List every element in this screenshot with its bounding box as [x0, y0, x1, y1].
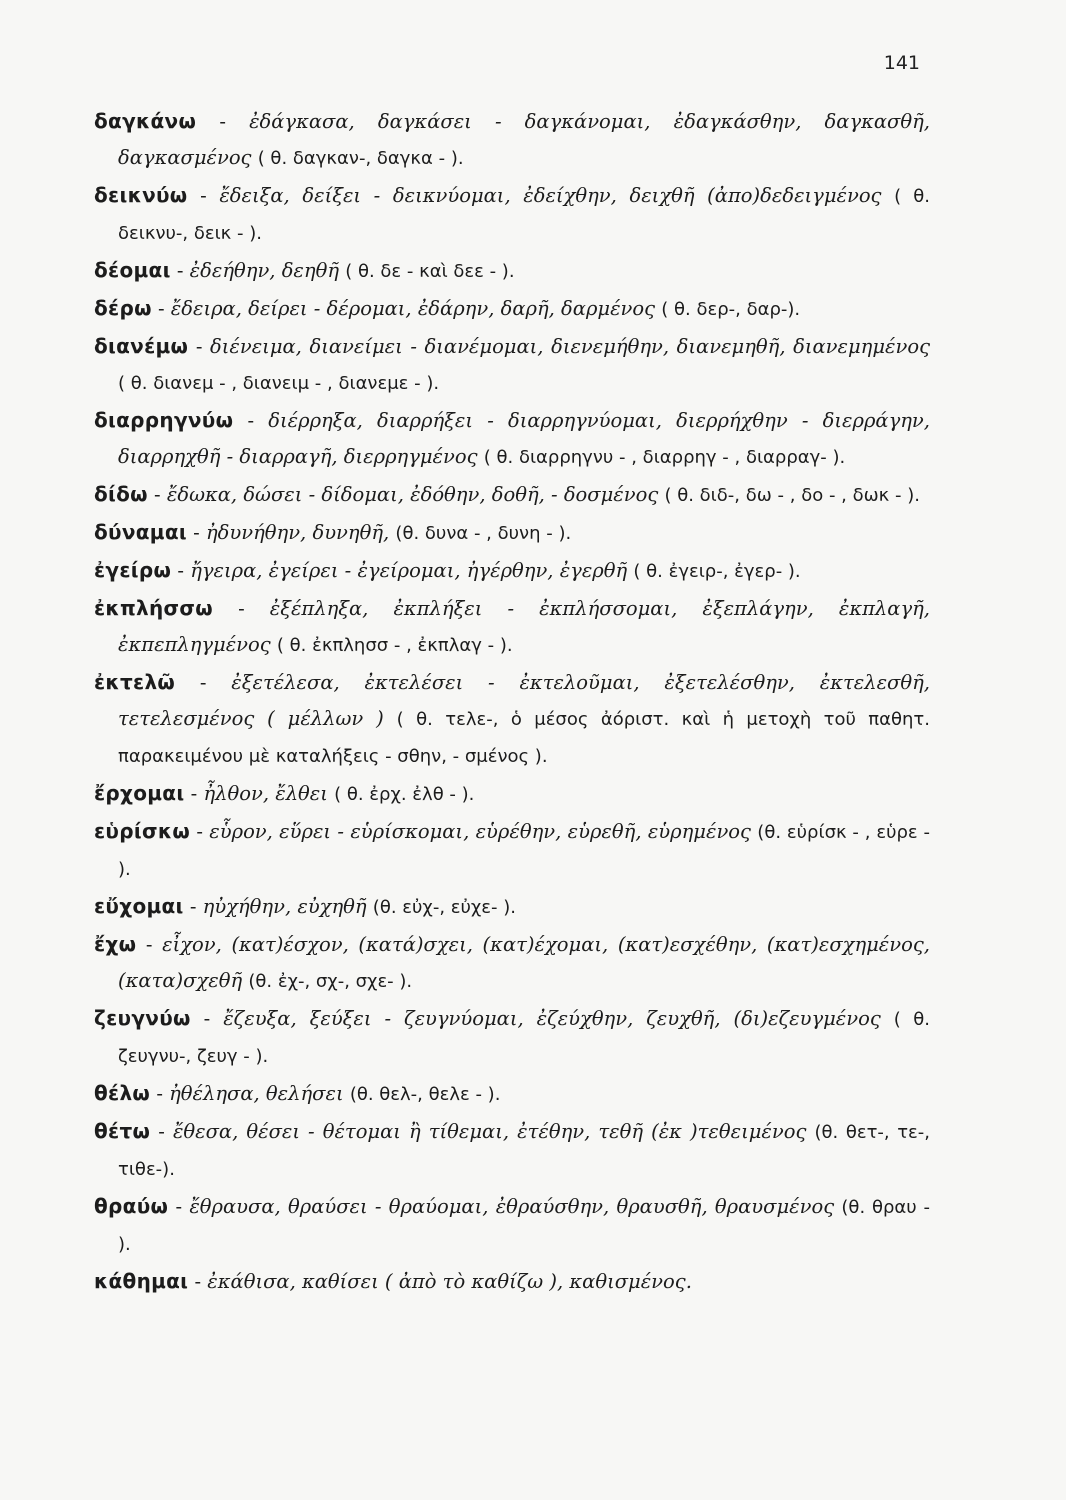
- entry-headword: ζευγνύω: [94, 1006, 191, 1030]
- dictionary-entry: εὑρίσκω - εὗρον, εὕρει - εὑρίσκομαι, εὑρέθην, εὑρεθῆ, εὑρημένος (θ. εὑρίσκ - , εὑρε - ).: [94, 819, 930, 880]
- page-number: 141: [883, 52, 920, 74]
- entry-headword: διαρρηγνύω: [94, 408, 234, 432]
- entry-forms: εὗρον, εὕρει - εὑρίσκομαι, εὑρέθην, εὑρεθῆ, εὑρημένος: [209, 820, 751, 843]
- dictionary-entry: ἔχω - εἶχον, (κατ)έσχον, (κατά)σχει, (κατ)έχομαι, (κατ)εσχέθην, (κατ)εσχημένος, (κατα)σχεθῆ (θ. ἐχ-, σχ-, σχε- ).: [94, 932, 930, 992]
- entry-stem: (θ. θετ-, τε-, τιθε-).: [118, 1122, 930, 1180]
- entry-headword: θέλω: [94, 1081, 151, 1105]
- entry-headword: δίδω: [94, 482, 148, 506]
- entry-stem: (θ. ἐχ-, σχ-, σχε- ).: [248, 971, 413, 992]
- dictionary-entry: δύναμαι - ἠδυνήθην, δυνηθῆ, (θ. δυνα - , δυνη - ).: [94, 520, 572, 544]
- entry-headword: κάθημαι: [94, 1269, 189, 1293]
- entry-stem: (θ. εὑρίσκ - , εὑρε - ).: [118, 822, 930, 880]
- entry-stem: ( θ. δε - καὶ δεε - ).: [345, 261, 515, 282]
- dictionary-entry: κάθημαι - ἐκάθισα, καθίσει ( ἀπὸ τὸ καθίζω ), καθισμένος.: [94, 1269, 692, 1293]
- entry-stem: ( θ. δαγκαν-, δαγκα - ).: [257, 148, 464, 169]
- entry-headword: ἐκτελῶ: [94, 670, 176, 694]
- entry-headword: εὑρίσκω: [94, 819, 191, 843]
- dictionary-entry: ἔρχομαι - ἦλθον, ἔλθει ( θ. ἐρχ. ἐλθ - ).: [94, 781, 475, 805]
- entry-headword: δύναμαι: [94, 520, 187, 544]
- entry-forms: διέρρηξα, διαρρήξει - διαρρηγνύομαι, διερρήχθην - διερράγην, διαρρηχθῆ - διαρραγῆ, διερρηγμένος: [118, 409, 930, 468]
- entry-stem: ( θ. ζευγνυ-, ζευγ - ).: [118, 1009, 930, 1067]
- entry-headword: διανέμω: [94, 334, 189, 358]
- entry-headword: θέτω: [94, 1119, 151, 1143]
- dictionary-entry: ζευγνύω - ἔζευξα, ξεύξει - ζευγνύομαι, ἐζεύχθην, ζευχθῆ, (δι)εζευγμένος ( θ. ζευγνυ-, ζευγ - ).: [94, 1006, 930, 1067]
- entry-forms: ἔδειξα, δείξει - δεικνύομαι, ἐδείχθην, δειχθῆ (ἀπο)δεδειγμένος: [219, 184, 882, 207]
- entry-forms: ἐκάθισα, καθίσει ( ἀπὸ τὸ καθίζω ), καθισμένος.: [207, 1270, 692, 1293]
- entry-headword: δεικνύω: [94, 183, 188, 207]
- entry-forms: ἤγειρα, ἐγείρει - ἐγείρομαι, ἠγέρθην, ἐγερθῆ: [190, 559, 628, 582]
- entry-forms: ἐδάγκασα, δαγκάσει - δαγκάνομαι, ἐδαγκάσθην, δαγκασθῆ, δαγκασμένος: [118, 110, 930, 169]
- entry-headword: ἐγείρω: [94, 558, 172, 582]
- entry-stem: ( θ. ἐγειρ-, ἐγερ- ).: [633, 561, 801, 582]
- entry-forms: εἶχον, (κατ)έσχον, (κατά)σχει, (κατ)έχομαι, (κατ)εσχέθην, (κατ)εσχημένος, (κατα)σχεθῆ: [118, 933, 930, 992]
- dictionary-entry: δέρω - ἔδειρα, δείρει - δέρομαι, ἐδάρην, δαρῆ, δαρμένος ( θ. δερ-, δαρ-).: [94, 296, 801, 320]
- entry-headword: δέρω: [94, 296, 152, 320]
- dictionary-entry: θέλω - ἠθέλησα, θελήσει (θ. θελ-, θελε - ).: [94, 1081, 501, 1105]
- entry-forms: ἠδυνήθην, δυνηθῆ,: [205, 521, 390, 544]
- dictionary-entry: εὔχομαι - ηὐχήθην, εὐχηθῆ (θ. εὐχ-, εὐχε- ).: [94, 894, 516, 918]
- entry-headword: ἔχω: [94, 932, 137, 956]
- entry-forms: ἔθεσα, θέσει - θέτομαι ἢ τίθεμαι, ἐτέθην, τεθῆ (ἐκ )τεθειμένος: [172, 1120, 807, 1143]
- entry-stem: ( θ. διανεμ - , διανειμ - , διανεμε - ).: [118, 373, 440, 394]
- entry-forms: ἔζευξα, ξεύξει - ζευγνύομαι, ἐζεύχθην, ζευχθῆ, (δι)εζευγμένος: [223, 1007, 881, 1030]
- entry-headword: δέομαι: [94, 258, 171, 282]
- entry-forms: ἐξετέλεσα, ἐκτελέσει - ἐκτελοῦμαι, ἐξετελέσθην, ἐκτελεσθῆ, τετελεσμένος ( μέλλων ): [118, 671, 930, 730]
- entry-stem: ( θ. δεικνυ-, δεικ - ).: [118, 186, 931, 244]
- dictionary-entry: δέομαι - ἐδεήθην, δεηθῆ ( θ. δε - καὶ δεε - ).: [94, 258, 515, 282]
- entry-headword: ἔρχομαι: [94, 781, 185, 805]
- entry-headword: δαγκάνω: [94, 109, 197, 133]
- dictionary-entry: διανέμω - διένειμα, διανείμει - διανέμομαι, διενεμήθην, διανεμηθῆ, διανεμημένος ( θ. διανεμ - , διανειμ - , διανεμε - ).: [94, 334, 930, 394]
- entry-headword: ἐκπλήσσω: [94, 596, 213, 620]
- entry-forms: ἠθέλησα, θελήσει: [169, 1082, 344, 1105]
- entry-stem: (θ. θελ-, θελε - ).: [349, 1084, 501, 1105]
- entry-forms: ἔδειρα, δείρει - δέρομαι, ἐδάρην, δαρῆ, δαρμένος: [170, 297, 656, 320]
- dictionary-entry: ἐγείρω - ἤγειρα, ἐγείρει - ἐγείρομαι, ἠγέρθην, ἐγερθῆ ( θ. ἐγειρ-, ἐγερ- ).: [94, 558, 801, 582]
- dictionary-entry: δίδω - ἔδωκα, δώσει - δίδομαι, ἐδόθην, δοθῆ, - δοσμένος ( θ. διδ-, δω - , δο - , δωκ - ).: [94, 482, 920, 506]
- entry-stem: ( θ. ἐρχ. ἐλθ - ).: [334, 784, 475, 805]
- entry-stem: ( θ. δερ-, δαρ-).: [661, 299, 801, 320]
- dictionary-entry: δαγκάνω - ἐδάγκασα, δαγκάσει - δαγκάνομαι, ἐδαγκάσθην, δαγκασθῆ, δαγκασμένος ( θ. δαγκαν-, δαγκα - ).: [94, 109, 930, 169]
- entry-stem: ( θ. ἐκπλησσ - , ἐκπλαγ - ).: [276, 635, 513, 656]
- entry-forms: ἐξέπληξα, ἐκπλήξει - ἐκπλήσσομαι, ἐξεπλάγην, ἐκπλαγῆ, ἐκπεπληγμένος: [118, 597, 930, 656]
- entry-forms: διένειμα, διανείμει - διανέμομαι, διενεμήθην, διανεμηθῆ, διανεμημένος: [210, 335, 930, 358]
- entry-headword: εὔχομαι: [94, 894, 184, 918]
- entry-stem: (θ. εὐχ-, εὐχε- ).: [372, 897, 516, 918]
- entry-forms: ἦλθον, ἔλθει: [203, 782, 328, 805]
- entry-forms: ἐδεήθην, δεηθῆ: [189, 259, 340, 282]
- entry-headword: θραύω: [94, 1194, 169, 1218]
- dictionary-entries: [94, 103, 930, 1301]
- entry-stem: (θ. δυνα - , δυνη - ).: [395, 523, 572, 544]
- entry-stem: (θ. θραυ - ).: [118, 1197, 930, 1255]
- entry-stem: ( θ. διαρρηγνυ - , διαρρηγ - , διαρραγ- ).: [483, 447, 846, 468]
- entry-forms: ηὐχήθην, εὐχηθῆ: [202, 895, 367, 918]
- dictionary-entry: ἐκτελῶ - ἐξετέλεσα, ἐκτελέσει - ἐκτελοῦμαι, ἐξετελέσθην, ἐκτελεσθῆ, τετελεσμένος ( μέλλων ) ( θ. τελε-, ὁ μέσος ἀόριστ. καὶ ἡ μετοχὴ τοῦ παθητ. παρακειμένου μὲ καταλήξεις - σθην, - σμένος ).: [94, 670, 930, 767]
- entry-forms: ἔθραυσα, θραύσει - θραύομαι, ἐθραύσθην, θραυσθῆ, θραυσμένος: [189, 1195, 835, 1218]
- dictionary-entry: θέτω - ἔθεσα, θέσει - θέτομαι ἢ τίθεμαι, ἐτέθην, τεθῆ (ἐκ )τεθειμένος (θ. θετ-, τε-, τιθε-).: [94, 1119, 930, 1180]
- dictionary-entry: ἐκπλήσσω - ἐξέπληξα, ἐκπλήξει - ἐκπλήσσομαι, ἐξεπλάγην, ἐκπλαγῆ, ἐκπεπληγμένος ( θ. ἐκπλησσ - , ἐκπλαγ - ).: [94, 596, 930, 656]
- entry-forms: ἔδωκα, δώσει - δίδομαι, ἐδόθην, δοθῆ, - δοσμένος: [166, 483, 659, 506]
- entry-stem: ( θ. τελε-, ὁ μέσος ἀόριστ. καὶ ἡ μετοχὴ τοῦ παθητ. παρακειμένου μὲ καταλήξεις - σθην, - σμένος ).: [118, 709, 930, 767]
- dictionary-entry: διαρρηγνύω - διέρρηξα, διαρρήξει - διαρρηγνύομαι, διερρήχθην - διερράγην, διαρρηχθῆ - διαρραγῆ, διερρηγμένος ( θ. διαρρηγνυ - , διαρρηγ - , διαρραγ- ).: [94, 408, 930, 468]
- entry-stem: ( θ. διδ-, δω - , δο - , δωκ - ).: [664, 485, 920, 506]
- dictionary-entry: θραύω - ἔθραυσα, θραύσει - θραύομαι, ἐθραύσθην, θραυσθῆ, θραυσμένος (θ. θραυ - ).: [94, 1194, 930, 1255]
- dictionary-entry: δεικνύω - ἔδειξα, δείξει - δεικνύομαι, ἐδείχθην, δειχθῆ (ἀπο)δεδειγμένος ( θ. δεικνυ-, δεικ - ).: [94, 183, 931, 244]
